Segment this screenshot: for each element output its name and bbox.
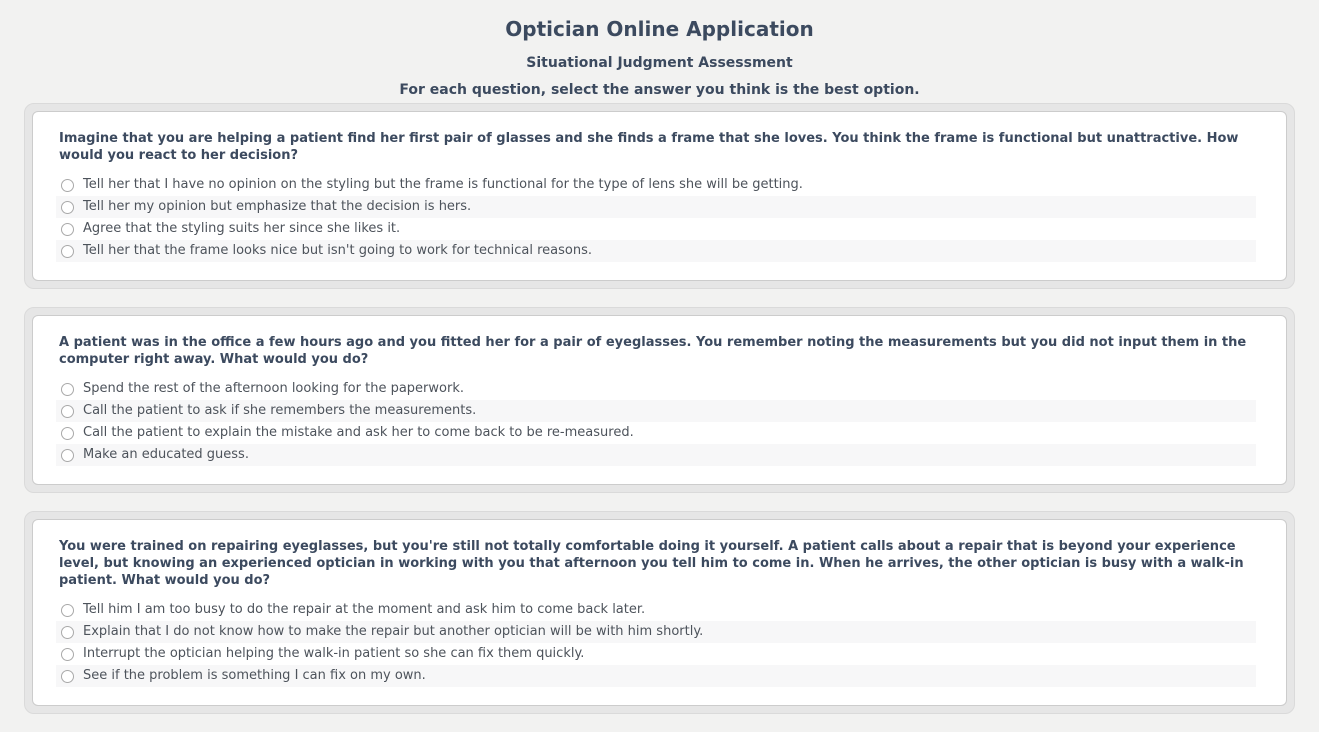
radio-button-icon[interactable] [61,201,74,214]
question-2-option-3[interactable] [56,422,1256,444]
radio-button-icon[interactable] [61,223,74,236]
option-label: Tell her that I have no opinion on the styling but the frame is functional for the type of lens she will be getting. [83,177,803,192]
radio-button-icon[interactable] [61,449,74,462]
question-2-option-4[interactable] [56,444,1256,466]
question-2-option-2[interactable] [56,400,1256,422]
question-3-option-2[interactable] [56,621,1256,643]
option-label: Explain that I do not know how to make the repair but another optician will be with him shortly. [83,624,704,639]
question-3-options [56,599,1256,687]
question-3-option-3[interactable] [56,643,1256,665]
question-card-2 [24,307,1295,493]
radio-button-icon[interactable] [61,405,74,418]
question-3-option-1[interactable] [56,599,1256,621]
question-3-text: You were trained on repairing eyeglasses, but you're still not totally comfortable doing it yourself. A patient calls about a repair that is beyond your experience level, but knowing an experienced optician in working with you that afternoon you tell him to come in. When he arrives, the other optician is busy with a walk-in patient. What would you do? [59,539,1244,588]
question-1-text: Imagine that you are helping a patient find her first pair of glasses and she finds a frame that she loves. You think the frame is functional but unattractive. How would you react to her decision? [59,131,1239,163]
question-2-text: A patient was in the office a few hours ago and you fitted her for a pair of eyeglasses. You remember noting the measurements but you did not input them in the computer right away. What would you do? [59,335,1247,367]
radio-button-icon[interactable] [61,245,74,258]
option-label: Interrupt the optician helping the walk-in patient so she can fix them quickly. [83,646,585,661]
question-2-option-1[interactable] [56,378,1256,400]
question-card-3 [24,511,1295,714]
question-card-3-inner [32,519,1287,706]
question-card-1-inner [32,111,1287,281]
option-label: Tell her my opinion but emphasize that the decision is hers. [83,199,472,214]
radio-button-icon[interactable] [61,670,74,683]
radio-button-icon[interactable] [61,383,74,396]
option-label: Tell him I am too busy to do the repair at the moment and ask him to come back later. [83,602,646,617]
question-1-options [56,174,1256,262]
radio-button-icon[interactable] [61,179,74,192]
option-label: Call the patient to ask if she remembers the measurements. [83,403,477,418]
question-2-options [56,378,1256,466]
option-label: Call the patient to explain the mistake and ask her to come back to be re-measured. [83,425,634,440]
radio-button-icon[interactable] [61,427,74,440]
option-label: See if the problem is something I can fix on my own. [83,668,426,683]
option-label: Agree that the styling suits her since she likes it. [83,221,401,236]
radio-button-icon[interactable] [61,604,74,617]
question-1-option-3[interactable] [56,218,1256,240]
page-title: Optician Online Application [505,17,814,41]
question-1-option-2[interactable] [56,196,1256,218]
option-label: Tell her that the frame looks nice but isn't going to work for technical reasons. [83,243,593,258]
radio-button-icon[interactable] [61,626,74,639]
instructions-text: For each question, select the answer you think is the best option. [399,82,920,98]
question-card-2-inner [32,315,1287,485]
option-label: Spend the rest of the afternoon looking for the paperwork. [83,381,464,396]
option-label: Make an educated guess. [83,447,249,462]
radio-button-icon[interactable] [61,648,74,661]
assessment-subtitle: Situational Judgment Assessment [526,55,793,71]
question-1-option-1[interactable] [56,174,1256,196]
question-3-option-4[interactable] [56,665,1256,687]
question-1-option-4[interactable] [56,240,1256,262]
question-card-1 [24,103,1295,289]
